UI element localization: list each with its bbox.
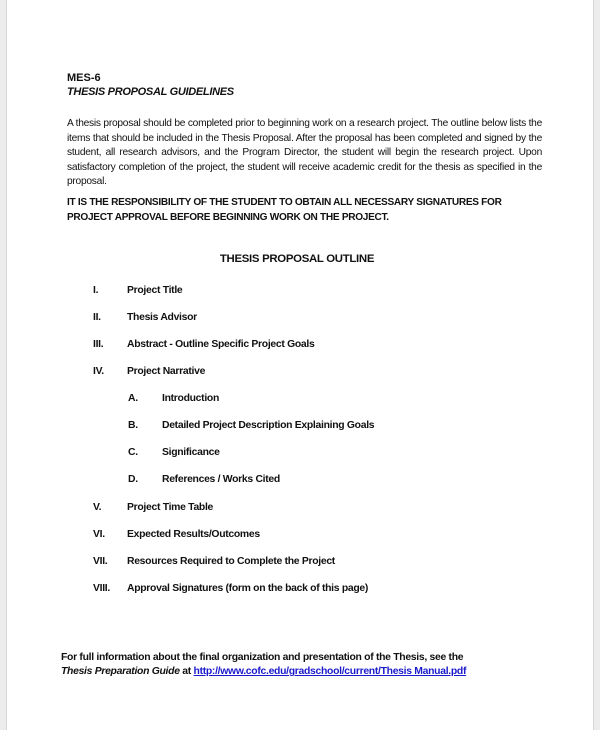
footer-note: [61, 651, 561, 680]
outline-item-label: Resources Required to Complete the Project: [127, 556, 335, 567]
outline-item-number: IV.: [93, 366, 104, 377]
footer-line-1: For full information about the final organization and presentation of the Thesis, see the: [61, 652, 464, 663]
document-subtitle: THESIS PROPOSAL GUIDELINES: [67, 86, 234, 98]
outline-item-label: Introduction: [162, 393, 219, 404]
outline-item-number: III.: [93, 339, 104, 350]
footer-line-2: [61, 665, 561, 679]
outline-item-number: VII.: [93, 556, 108, 567]
document-code: MES-6: [67, 72, 101, 84]
outline-title: THESIS PROPOSAL OUTLINE: [219, 253, 375, 265]
guide-title: Thesis Preparation Guide: [61, 666, 180, 678]
outline-item-number: VI.: [93, 529, 105, 540]
outline-item-label: Approval Signatures (form on the back of this page): [127, 583, 369, 594]
outline-item-label: Significance: [162, 447, 220, 458]
document-page: [6, 0, 594, 730]
outline-item-number: II.: [93, 312, 101, 323]
outline-item-label: Project Narrative: [127, 366, 206, 377]
outline-item-number: I.: [93, 285, 99, 296]
outline-item-number: D.: [128, 474, 138, 485]
footer-at: at: [179, 666, 194, 678]
outline-item-label: Abstract - Outline Specific Project Goals: [127, 339, 315, 350]
outline-item-number: VIII.: [93, 583, 110, 594]
responsibility-warning: IT IS THE RESPONSIBILITY OF THE STUDENT TO OBTAIN ALL NECESSARY SIGNATURES FOR PROJECT APPROVAL BEFORE BEGINNING WORK ON THE PROJECT.: [67, 197, 502, 223]
outline-item-label: Detailed Project Description Explaining Goals: [162, 420, 375, 431]
outline-item-number: B.: [128, 420, 138, 431]
outline-item-label: Thesis Advisor: [127, 312, 197, 323]
outline-item-number: A.: [128, 393, 138, 404]
outline-item-number: V.: [93, 502, 102, 513]
outline-item-label: Project Time Table: [127, 502, 214, 513]
intro-paragraph: A thesis proposal should be completed prior to beginning work on a research project. The outline below lists the items that should be included in the Thesis Proposal. After the proposal has been completed and signed by the student, all research advisors, and the Program Director, the student will begin the research project. Upon satisfactory completion of the project, the student will receive academic credit for the thesis as specified in the proposal.: [67, 118, 542, 188]
outline-item-label: Project Title: [127, 285, 183, 296]
outline-item-label: References / Works Cited: [162, 474, 280, 485]
outline-item-label: Expected Results/Outcomes: [127, 529, 260, 540]
outline-item-number: C.: [128, 447, 138, 458]
thesis-manual-link[interactable]: http://www.cofc.edu/gradschool/current/Thesis Manual.pdf: [193, 666, 467, 678]
